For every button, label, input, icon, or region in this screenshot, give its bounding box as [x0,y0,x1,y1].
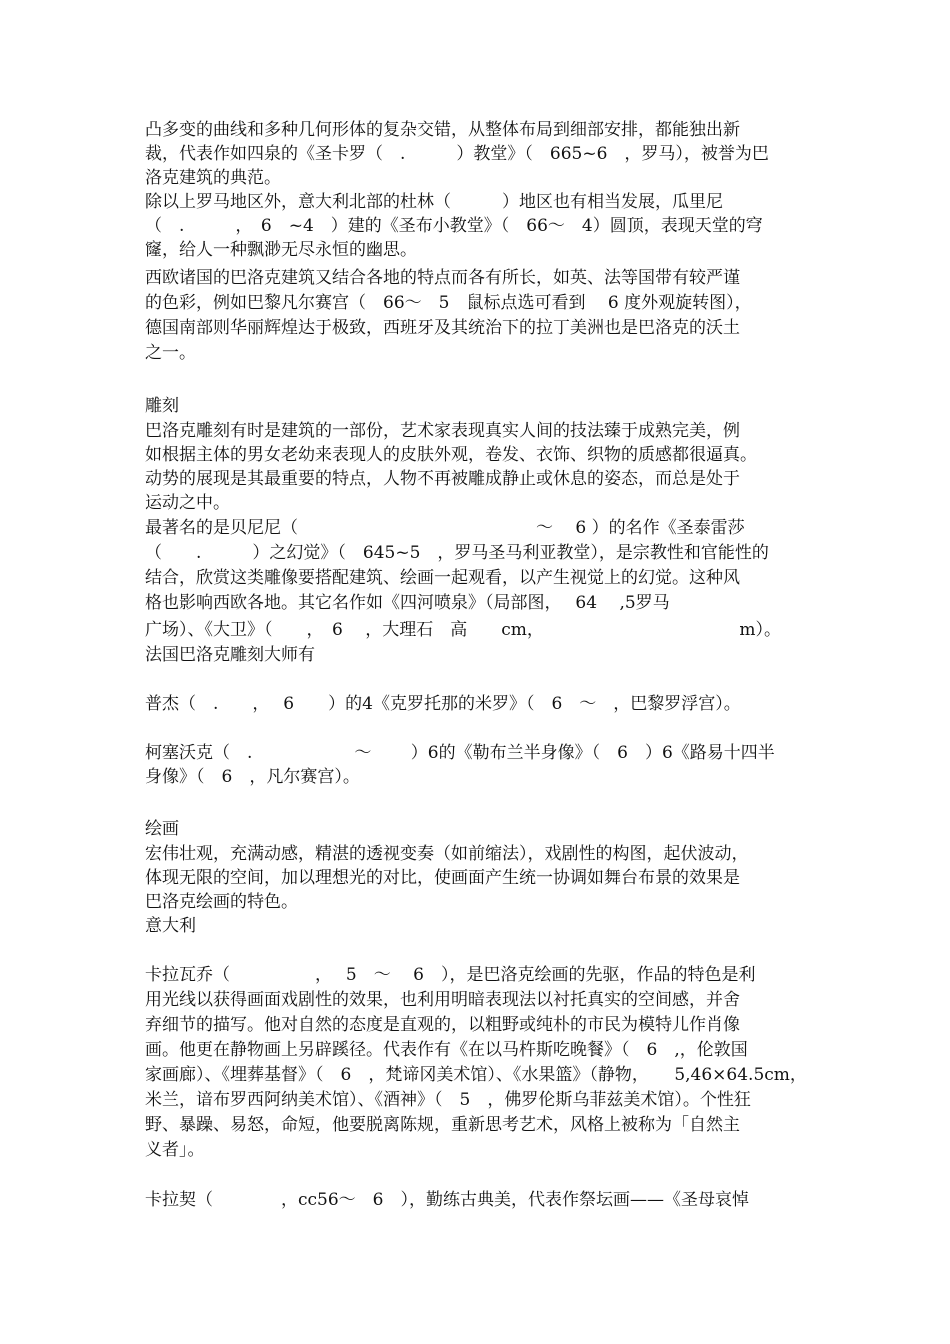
section-heading: 绘画 [145,819,179,839]
text-line: 凸多变的曲线和多种几何形体的复杂交错，从整体布局到细部安排，都能独出新 [145,120,740,140]
text-line: 如根据主体的男女老幼来表现人的皮肤外观，卷发、衣饰、织物的质感都很逼真。 [145,445,757,465]
text-line: 格也影响西欧各地。其它名作如《四河喷泉》（局部图， 64 ,5罗马 [145,593,670,613]
text-line: 用光线以获得画面戏剧性的效果，也利用明暗表现法以衬托真实的空间感，并舍 [145,990,740,1010]
text-line [145,668,810,692]
text-line: 法国巴洛克雕刻大师有 [145,645,315,665]
text-line: 卡拉契（ ，cc56～ 6 ），勤练古典美，代表作祭坛画——《圣母哀悼 [145,1190,749,1210]
text-line: 野、暴躁、易怒，命短，他要脱离陈规，重新思考艺术，风格上被称为「自然主 [145,1115,740,1135]
text-line: 动势的展现是其最重要的特点，人物不再被雕成静止或休息的姿态，而总是处于 [145,469,740,489]
text-line: 德国南部则华丽辉煌达于极致，西班牙及其统治下的拉丁美洲也是巴洛克的沃土 [145,318,740,338]
text-line: （ . ）之幻觉》（ 645~5 ，罗马圣马利亚教堂），是宗教性和官能性的 [145,543,769,563]
text-line: 除以上罗马地区外，意大利北部的杜林（ ）地区也有相当发展，瓜里尼 [145,192,723,212]
text-line: 宏伟壮观，充满动感，精湛的透视变奏（如前缩法），戏剧性的构图，起伏波动， [145,844,749,864]
text-line: 画。他更在静物画上另辟蹊径。代表作有《在以马杵斯吃晚餐》（ 6 ,，伦敦国 [145,1040,748,1060]
text-line: 体现无限的空间，加以理想光的对比，使画面产生统一协调如舞台布景的效果是 [145,868,740,888]
text-line: 裁，代表作如四泉的《圣卡罗（ . ）教堂》（ 665~6 ，罗马），被誉为巴 [145,144,769,164]
text-line: 的色彩，例如巴黎凡尔赛宫（ 66～ 5 鼠标点选可看到 6 度外观旋转图）， [145,293,752,313]
text-line: 弃细节的描写。他对自然的态度是直观的，以粗野或纯朴的市民为模特儿作肖像 [145,1015,740,1035]
text-line: 洛克建筑的典范。 [145,168,281,188]
text-line [145,790,810,814]
text-line: 西欧诸国的巴洛克建筑又结合各地的特点而各有所长，如英、法等国带有较严谨 [145,268,740,288]
text-line: 窿，给人一种飘渺无尽永恒的幽思。 [145,240,417,260]
text-line: 运动之中。 [145,493,230,513]
text-line: 之一。 [145,343,196,363]
text-line [145,717,810,741]
text-line [145,939,810,963]
text-line: 巴洛克雕刻有时是建筑的一部份，艺术家表现真实人间的技法臻于成熟完美，例 [145,421,740,441]
text-line: 巴洛克绘画的特色。 [145,892,298,912]
text-line: 普杰（ . ， 6 ）的4《克罗托那的米罗》（ 6 ～ ，巴黎罗浮宫）。 [145,694,741,714]
text-line [145,1163,810,1187]
text-line: 广场）、《大卫》（ ， 6 ，大理石 高 cm， m）。 [145,620,781,640]
text-line: 米兰，谙布罗西阿纳美术馆）、《酒神》（ 5 ，佛罗伦斯乌菲兹美术馆）。个性狂 [145,1090,751,1110]
text-line: 柯塞沃克（ . ～ ）6的《勒布兰半身像》（ 6 ）6《路易十四半 [145,743,775,763]
text-line: （ . ， 6 ~4 ）建的《圣布小教堂》（ 66～ 4）圆顶，表现天堂的穹 [145,216,763,236]
text-line: 义者」。 [145,1140,205,1160]
text-line: 身像》（ 6 ，凡尔赛宫）。 [145,767,360,787]
text-line: 卡拉瓦乔（ ， 5 ～ 6 ），是巴洛克绘画的先驱，作品的特色是利 [145,965,756,985]
text-line [145,366,810,390]
text-line: 结合，欣赏这类雕像要搭配建筑、绘画一起观看，以产生视觉上的幻觉。这种风 [145,568,740,588]
section-heading: 意大利 [145,916,196,936]
text-line: 最著名的是贝尼尼（ ～ 6 ）的名作《圣泰雷莎 [145,518,745,538]
section-heading: 雕刻 [145,396,179,416]
text-line: 家画廊）、《埋葬基督》（ 6 ，梵谛冈美术馆）、《水果篮》（静物， 5,46×64.5cm， [145,1065,807,1085]
